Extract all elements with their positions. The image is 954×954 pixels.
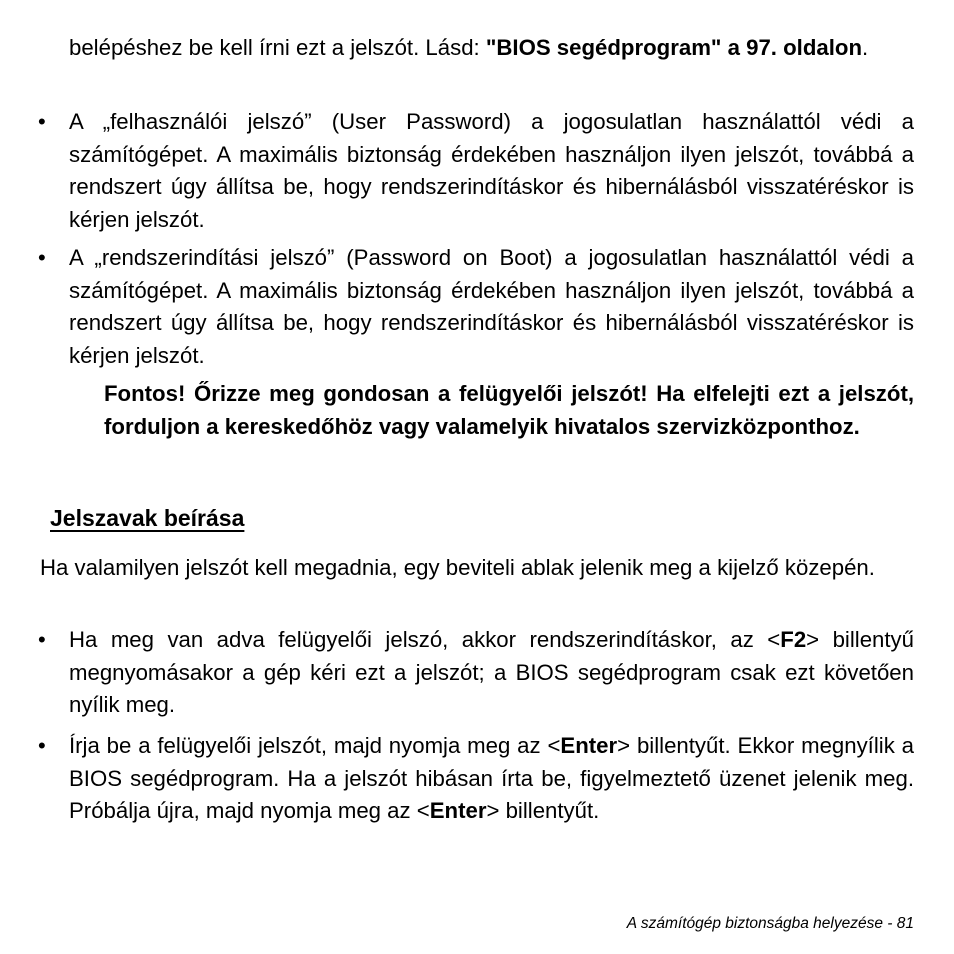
key-name: F2 (780, 627, 807, 652)
page-footer: A számítógép biztonságba helyezése - 81 (626, 915, 914, 932)
bullet-enter-key (69, 730, 914, 828)
bullet-icon: • (38, 109, 46, 134)
bullet-text: > billentyű megnyomásakor a gép kéri ezt a jelszót; a BIOS segédprogram csak ezt követően nyílik meg. (69, 627, 914, 717)
bullet-text: Ha meg van adva felügyelői jelszó, akkor rendszerindításkor, az < (69, 627, 781, 652)
important-note: Fontos! Őrizze meg gondosan a felügyelői jelszót! Ha elfelejti ezt a jelszót, forduljon a kereskedőhöz vagy valamelyik hivatalos szervizközponthoz. (104, 381, 914, 439)
bullet-icon: • (38, 627, 46, 652)
paragraph-end: . (862, 35, 869, 60)
bios-reference: "BIOS segédprogram" a 97. oldalon (485, 35, 863, 60)
bullet-icon: • (38, 245, 46, 270)
bullet-icon: • (38, 733, 46, 758)
paragraph-text: belépéshez be kell írni ezt a jelszót. Lásd: (69, 35, 486, 60)
bullet-text: Írja be a felügyelői jelszót, majd nyomja meg az < (69, 733, 561, 758)
section-heading: Jelszavak beírása (50, 505, 245, 531)
bullet-f2-key (69, 624, 914, 722)
key-name: Enter (429, 798, 487, 823)
bullet-text: > billentyűt. Ekkor megnyílik a BIOS segédprogram. Ha a jelszót hibásan írta be, figyelmeztető üzenet jelenik meg. Próbálja újra, majd nyomja meg az < (69, 733, 914, 823)
intro-paragraph: Ha valamilyen jelszót kell megadnia, egy beviteli ablak jelenik meg a kijelző közepén. (40, 555, 875, 580)
bullet-text: > billentyűt. (486, 798, 600, 823)
bullet-boot-password: A „rendszerindítási jelszó” (Password on Boot) a jogosulatlan használattól védi a számítógépet. A maximális biztonság érdekében használjon ilyen jelszót, továbbá a rendszert úgy állítsa be, hogy rendszerindításkor és hibernálásból visszatéréskor is kérjen jelszót. (69, 245, 914, 368)
key-name: Enter (560, 733, 618, 758)
paragraph-continuation (69, 32, 914, 65)
bullet-user-password: A „felhasználói jelszó” (User Password) a jogosulatlan használattól védi a számítógépet. A maximális biztonság érdekében használjon ilyen jelszót, továbbá a rendszert úgy állítsa be, hogy rendszerindításkor és hibernálásból visszatéréskor is kérjen jelszót. (69, 109, 914, 232)
